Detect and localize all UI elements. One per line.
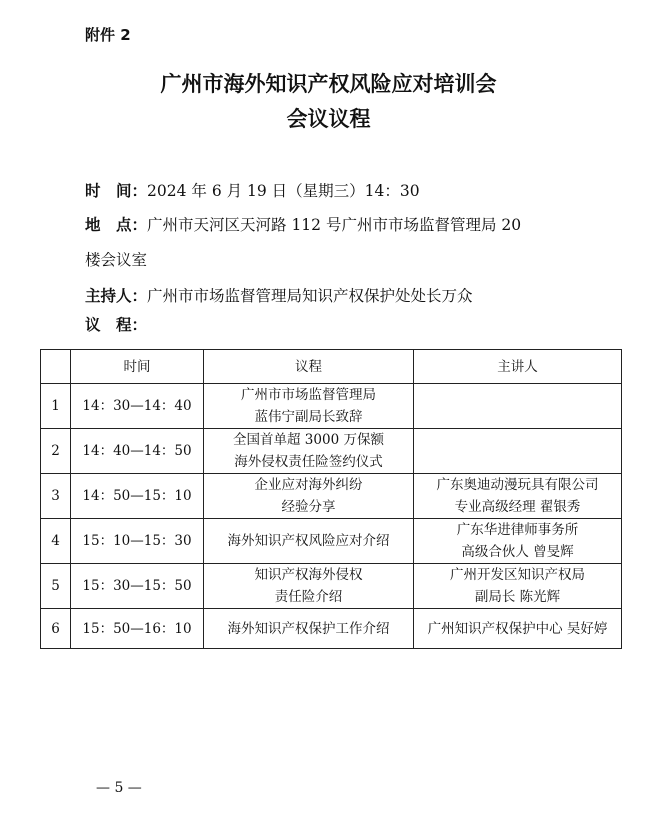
topic-line: 广州市市场监督管理局	[241, 387, 376, 403]
row-time: 15：30—15：50	[71, 564, 204, 609]
time-value: 2024 年 6 月 19 日（星期三）14：30	[147, 182, 420, 200]
speaker-line: 广州知识产权保护中心 吴好婷	[427, 620, 608, 637]
document-title: 广州市海外知识产权风险应对培训会	[160, 72, 497, 96]
speaker-line: 副局长 陈光辉	[474, 589, 561, 605]
table-row	[41, 564, 622, 609]
agenda-label: 议 程：	[85, 316, 148, 334]
row-time: 15：50—16：10	[71, 609, 204, 649]
header-speaker: 主讲人	[414, 350, 622, 384]
row-topic	[204, 384, 414, 429]
topic-line: 知识产权海外侵权	[254, 567, 363, 583]
time-label: 时 间：	[85, 182, 148, 200]
row-time: 15：10—15：30	[71, 519, 204, 564]
row-speaker	[414, 609, 622, 649]
table-row	[41, 429, 622, 474]
speaker-line: 专业高级经理 翟银秀	[454, 499, 581, 515]
row-speaker	[414, 384, 622, 429]
topic-line: 经验分享	[281, 499, 336, 515]
agenda-table	[40, 349, 622, 649]
document-subtitle: 会议议程	[286, 107, 371, 131]
topic-line: 蓝伟宁副局长致辞	[254, 409, 363, 425]
place-label: 地 点：	[85, 216, 148, 234]
place-line-continued: 楼会议室	[85, 251, 148, 269]
row-number: 2	[41, 429, 71, 474]
table-row	[41, 519, 622, 564]
table-row	[41, 474, 622, 519]
row-topic	[204, 609, 414, 649]
host-line	[85, 284, 473, 306]
row-speaker	[414, 474, 622, 519]
row-topic	[204, 564, 414, 609]
place-value: 广州市天河区天河路 112 号广州市市场监督管理局 20	[147, 216, 522, 234]
place-line	[85, 213, 521, 235]
topic-line: 全国首单超 3000 万保额	[233, 432, 384, 448]
row-number: 3	[41, 474, 71, 519]
page-number: — 5 —	[96, 780, 142, 796]
row-number: 4	[41, 519, 71, 564]
topic-line: 责任险介绍	[274, 589, 343, 605]
topic-line: 海外知识产权风险应对介绍	[227, 533, 390, 549]
host-value: 广州市市场监督管理局知识产权保护处处长万众	[147, 287, 473, 305]
header-number	[41, 350, 71, 384]
topic-line: 企业应对海外纠纷	[254, 477, 363, 493]
speaker-line: 广州开发区知识产权局	[450, 567, 585, 583]
speaker-line: 高级合伙人 曾旻辉	[461, 544, 574, 560]
time-line	[85, 179, 420, 201]
speaker-line: 广东奥迪动漫玩具有限公司	[436, 477, 599, 493]
row-number: 6	[41, 609, 71, 649]
row-time: 14：50—15：10	[71, 474, 204, 519]
header-agenda: 议程	[204, 350, 414, 384]
row-topic	[204, 429, 414, 474]
agenda-line	[85, 313, 147, 335]
row-topic	[204, 519, 414, 564]
row-time: 14：30—14：40	[71, 384, 204, 429]
row-speaker	[414, 564, 622, 609]
row-speaker	[414, 429, 622, 474]
attachment-label: 附件 2	[85, 26, 131, 44]
topic-line: 海外侵权责任险签约仪式	[234, 454, 383, 470]
row-number: 5	[41, 564, 71, 609]
row-topic	[204, 474, 414, 519]
header-time: 时间	[71, 350, 204, 384]
table-row	[41, 384, 622, 429]
table-row	[41, 609, 622, 649]
table-header-row	[41, 350, 622, 384]
topic-line: 海外知识产权保护工作介绍	[227, 620, 390, 637]
row-number: 1	[41, 384, 71, 429]
host-label: 主持人：	[85, 287, 148, 305]
row-time: 14：40—14：50	[71, 429, 204, 474]
row-speaker	[414, 519, 622, 564]
speaker-line: 广东华进律师事务所	[456, 522, 579, 538]
